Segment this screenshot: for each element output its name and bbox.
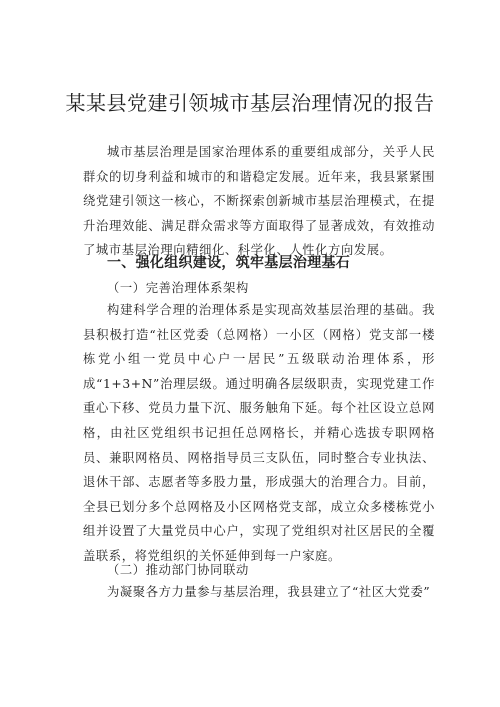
subsection-2-paragraph: 为凝聚各方力量参与基层治理，我县建立了“社区大党委” (107, 585, 431, 599)
section-1-heading: 一、强化组织建设，筑牢基层治理基石 (107, 255, 351, 271)
subsection-2-heading: （二）推动部门协同联动 (107, 563, 249, 577)
subsection-1-paragraph: 构建科学合理的治理体系是实现高效基层治理的基础。我县积极打造“社区党委（总网格）一小区（网格）党支部一楼栋党小组一党员中心户一居民”五级联动治理体系，形成“1+3+N”治理层级。通过明确各层级职责，实现党建工作重心下移、党员力量下沉、服务触角下延。每个社区设立总网格，由社区党组织书记担任总网格长，并精心选拔专职网格员、兼职网格员、网格指导员三支队伍，同时整合专业执法、退休干部、志愿者等多股力量，形成强大的治理合力。目前，全县已划分多个总网格及小区网格党支部，成立众多楼栋党小组并设置了大量党员中心户，实现了党组织对社区居民的全覆盖联系，将党组织的关怀延伸到每一户家庭。 (83, 303, 435, 563)
subsection-1-heading: （一）完善治理体系架构 (107, 281, 249, 295)
document-title: 某某县党建引领城市基层治理情况的报告 (65, 91, 435, 115)
intro-paragraph: 城市基层治理是国家治理体系的重要组成部分，关乎人民群众的切身利益和城市的和谐稳定发展。近年来，我县紧紧围绕党建引领这一核心，不断探索创新城市基层治理模式，在提升治理效能、满足群众需求等方面取得了显著成效，有效推动了城市基层治理向精细化、科学化、人性化方向发展。 (83, 145, 435, 258)
